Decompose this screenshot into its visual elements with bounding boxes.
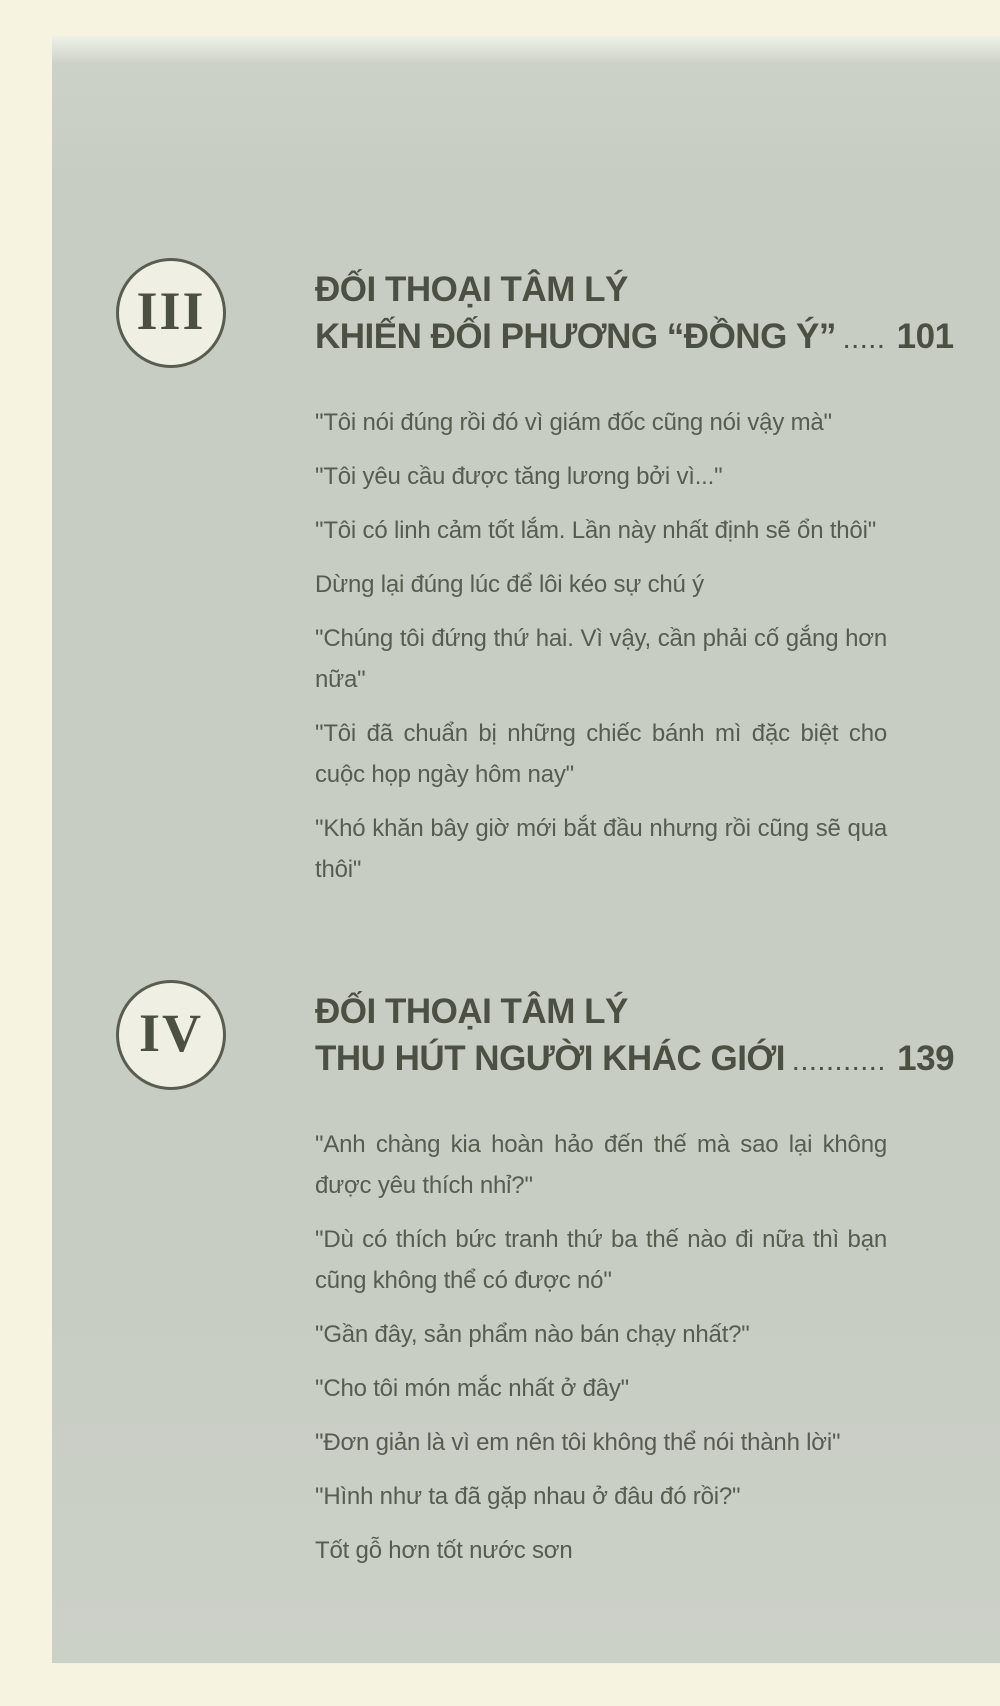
dot-leader: ........... [793,1053,888,1075]
chapter-entry-list [315,1124,887,1584]
chapter-title-line1: ĐỐI THOẠI TÂM LÝ [315,270,628,309]
toc-entry: "Cho tôi món mắc nhất ở đây" [315,1375,629,1402]
toc-entry: "Tôi đã chuẩn bị những chiếc bánh mì đặc biệt cho cuộc họp ngày hôm nay" [315,720,887,788]
chapter-title-line2 [315,1035,965,1088]
chapter-title [315,266,965,366]
chapter-page-number: 101 [896,317,954,356]
toc-entry: "Tôi nói đúng rồi đó vì giám đốc cũng nói vậy mà" [315,409,832,436]
chapter-title-line2-text: KHIẾN ĐỐI PHƯƠNG “ĐỒNG Ý” [315,317,836,356]
paper-top-edge [52,36,1000,62]
chapter-numeral-badge [116,980,226,1090]
chapter-numeral-badge [116,258,226,368]
toc-entry: "Chúng tôi đứng thứ hai. Vì vậy, cần phải cố gắng hơn nữa" [315,625,887,693]
toc-entry: "Tôi có linh cảm tốt lắm. Lần này nhất định sẽ ổn thôi" [315,517,877,544]
toc-entry: "Đơn giản là vì em nên tôi không thể nói thành lời" [315,1429,841,1456]
toc-entry: "Gần đây, sản phẩm nào bán chạy nhất?" [315,1321,750,1348]
toc-entry: Tốt gỗ hơn tốt nước sơn [315,1537,573,1564]
chapter-page-number: 139 [897,1039,955,1078]
toc-entry: "Anh chàng kia hoàn hảo đến thế mà sao lại không được yêu thích nhỉ?" [315,1131,887,1199]
toc-entry: "Khó khăn bây giờ mới bắt đầu nhưng rồi cũng sẽ qua thôi" [315,815,887,883]
chapter-title-line1: ĐỐI THOẠI TÂM LÝ [315,992,628,1031]
chapter-title-line2 [315,313,965,366]
chapter-numeral: IV [138,1003,203,1063]
chapter-entry-list [315,402,887,903]
toc-entry: "Hình như ta đã gặp nhau ở đâu đó rồi?" [315,1483,741,1510]
dot-leader: ..... [843,331,887,353]
toc-entry: "Tôi yêu cầu được tăng lương bởi vì..." [315,463,723,490]
toc-entry: Dừng lại đúng lúc để lôi kéo sự chú ý [315,571,704,598]
chapter-title [315,988,965,1088]
toc-entry: "Dù có thích bức tranh thứ ba thế nào đi nữa thì bạn cũng không thể có được nó" [315,1226,887,1294]
chapter-numeral: III [136,281,206,341]
chapter-title-line2-text: THU HÚT NGƯỜI KHÁC GIỚI [315,1039,786,1078]
